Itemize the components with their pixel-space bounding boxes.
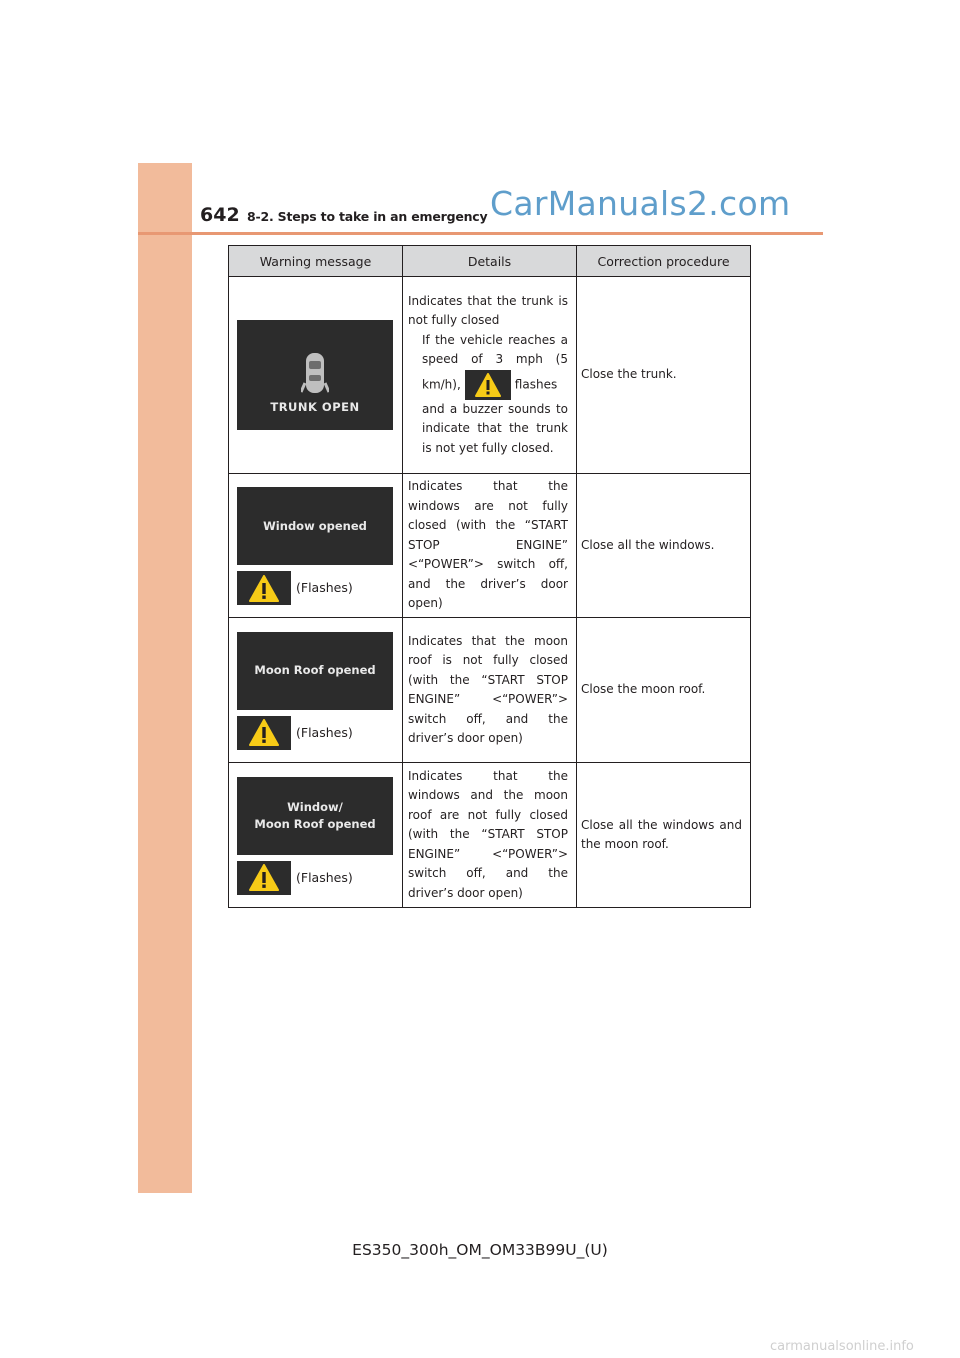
- correction-cell: Close the moon roof.: [577, 618, 751, 763]
- table-row: [229, 277, 751, 474]
- flashes-label: (Flashes): [296, 724, 353, 740]
- warning-message-cell: [229, 277, 403, 474]
- correction-cell: Close the trunk.: [577, 277, 751, 474]
- warning-message-cell: [229, 474, 403, 618]
- correction-cell: Close all the windows and the moon roof.: [577, 763, 751, 908]
- display-message: TRUNK OPEN: [270, 400, 360, 414]
- display-screen: [237, 320, 393, 430]
- warning-triangle-icon: [237, 571, 291, 605]
- car-top-view-icon: [301, 351, 329, 395]
- display-message: Window/ Moon Roof opened: [254, 799, 376, 831]
- warning-triangle-icon: [465, 370, 511, 400]
- flashes-label: (Flashes): [296, 869, 353, 885]
- details-cell: Indicates that the windows and the moon roof are not fully closed (with the “START STOP ENGINE” <“POWER”> switch off, and the driver’s door open): [403, 763, 577, 908]
- display-message: Window opened: [263, 518, 367, 533]
- details-text: Indicates that the trunk is not fully closed: [408, 293, 568, 328]
- details-subtext-part: If the vehicle reaches a speed of 3 mph (5 km/h),: [422, 332, 568, 392]
- warning-triangle-icon: [237, 716, 291, 750]
- display-screen: [237, 777, 393, 855]
- chapter-side-tab: [138, 163, 192, 1193]
- table-row: [229, 763, 751, 908]
- column-header: Warning message: [229, 246, 403, 277]
- details-subtext-part: flashes and a buzzer sounds to indicate that the trunk is not yet fully closed.: [422, 377, 568, 455]
- column-header: Correction procedure: [577, 246, 751, 277]
- header-rule: [138, 232, 823, 235]
- flashes-label: (Flashes): [296, 580, 353, 596]
- warning-triangle-icon: [237, 861, 291, 895]
- display-screen: [237, 487, 393, 565]
- column-header: Details: [403, 246, 577, 277]
- details-subtext: [422, 331, 568, 459]
- display-screen: [237, 632, 393, 710]
- document-code: ES350_300h_OM_OM33B99U_(U): [352, 1241, 608, 1259]
- watermark-text: CarManuals2.com: [490, 184, 791, 223]
- display-message: Moon Roof opened: [254, 663, 376, 677]
- page-number: 642: [200, 204, 240, 226]
- section-title: 8-2. Steps to take in an emergency: [247, 209, 488, 224]
- table-row: [229, 618, 751, 763]
- warning-message-cell: [229, 763, 403, 908]
- warning-message-cell: [229, 618, 403, 763]
- table-header-row: [229, 246, 751, 277]
- details-cell: Indicates that the moon roof is not fully closed (with the “START STOP ENGINE” <“POWER”> switch off, and the driver’s door open): [403, 618, 577, 763]
- warning-message-table: [228, 245, 751, 908]
- site-watermark: carmanualsonline.info: [770, 1339, 914, 1354]
- correction-cell: Close all the windows.: [577, 474, 751, 618]
- details-cell: [403, 277, 577, 474]
- table-row: [229, 474, 751, 618]
- details-cell: Indicates that the windows are not fully closed (with the “START STOP ENGINE” <“POWER”> switch off, and the driver’s door open): [403, 474, 577, 618]
